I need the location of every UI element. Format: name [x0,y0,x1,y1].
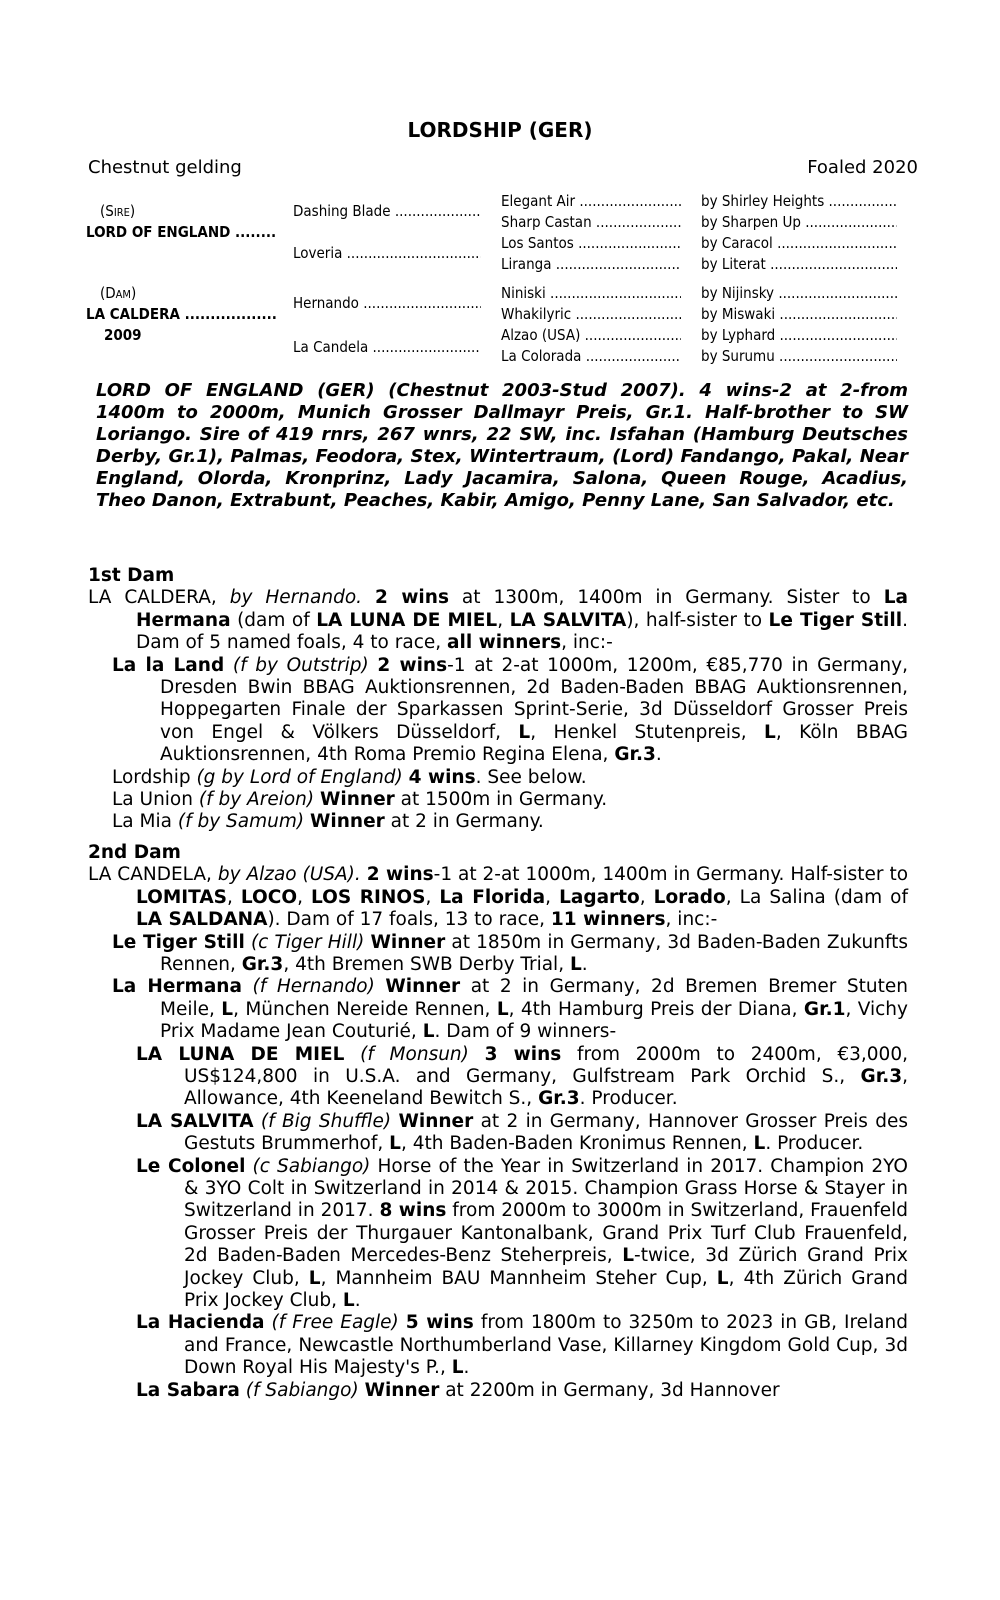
pedigree-table [86,192,906,377]
foal-entry: Lordship (g by Lord of England) 4 wins. See below. [112,766,587,788]
grandfoal-entry: Le Colonel (c Sabiango) Horse of the Year in Switzerland in 2017. Champion 2YO & 3YO Colt in Switzerland in 2014 & 2015. Champion Grass Horse & Stayer in Switzerland in 2017. 8 wins from 2000m to 3000m in Switzerland, Frauenfeld Grosser Preis der Thurgauer Kantonalbank, Grand Prix Turf Club Frauenfeld, 2d Baden-Baden Mercedes-Benz Steherpreis, L-twice, 3d Zürich Grand Prix Jockey Club, L, Mannheim BAU Mannheim Steher Cup, L, 4th Zürich Grand Prix Jockey Club, L. [136,1155,908,1311]
foal-entry: La Union (f by Areion) Winner at 1500m in Germany. [112,789,608,811]
dam-name: LA CALDERA ..... [86,305,276,323]
foal-entry: Le Tiger Still (c Tiger Hill) Winner at 1850m in Germany, 3d Baden-Baden Zukunfts Rennen, Gr.3, 4th Bremen SWB Derby Trial, L. [112,931,908,975]
sire-name: LORD OF ENGLAND ..... [86,223,276,241]
pedigree-g4-1: by Shirley Heights ..... [701,192,897,210]
foal-entry: La Mia (f by Samum) Winner at 2 in Germany. [112,811,544,833]
pedigree-g3-7: Alzao (USA) ..... [501,326,681,344]
dam-dam: La Candela ..... [293,338,481,356]
pedigree-g4-4: by Literat ..... [701,255,897,273]
pedigree-g3-6: Whakilyric ..... [501,305,681,323]
horse-name: LORDSHIP (GER) [407,118,593,142]
pedigree-g3-2: Sharp Castan ..... [501,213,681,231]
pedigree-g4-6: by Miswaki ..... [701,305,897,323]
foaled-year: Foaled 2020 [807,157,918,178]
pedigree-g4-7: by Lyphard ..... [701,326,897,344]
second-dam-entry: LA CANDELA, by Alzao (USA). 2 wins-1 at 2-at 1000m, 1400m in Germany. Half-sister to LOMITAS, LOCO, LOS RINOS, La Florida, Lagarto, Lorado, La Salina (dam of LA SALDANA). Dam of 17 foals, 13 to race, 11 winners, inc:- [88,864,909,931]
first-dam-heading: 1st Dam [88,565,175,586]
grandfoal-entry: La Hacienda (f Free Eagle) 5 wins from 1800m to 3250m to 2023 in GB, Ireland and France, Newcastle Northumberland Vase, Killarney Kingdom Gold Cup, 3d Down Royal His Majesty's P., L. [136,1312,908,1379]
pedigree-g3-5: Niniski ..... [501,284,681,302]
pedigree-g3-1: Elegant Air ..... [501,192,681,210]
grandfoal-entry: La Sabara (f Sabiango) Winner at 2200m in Germany, 3d Hannover [136,1379,780,1401]
dam-label: (Dam) [100,284,137,302]
pedigree-g4-2: by Sharpen Up ..... [701,213,897,231]
dam-sire: Hernando ..... [293,294,481,312]
sire-paragraph: LORD OF ENGLAND (GER) (Chestnut 2003-Stud 2007). 4 wins-2 at 2-from 1400m to 2000m, Munich Grosser Dallmayr Preis, Gr.1. Half-brother to SW Loriango. Sire of 419 rnrs, 267 wnrs, 22 SW, inc. Isfahan (Hamburg Deutsches Derby, Gr.1), Palmas, Feodora, Stex, Wintertraum, (Lord) Fandango, Pakal, Near England, Olorda, Kronprinz, Lady Jacamira, Salona, Queen Rouge, Acadius, Theo Danon, Extrabunt, Peaches, Kabir, Amigo, Penny Lane, San Salvador, etc. [96,380,908,511]
foal-entry: La la Land (f by Outstrip) 2 wins-1 at 2-at 1000m, 1200m, €85,770 in Germany, Dresden Bwin BBAG Auktionsrennen, 2d Baden-Baden BBAG Auktionsrennen, Hoppegarten Finale der Sparkassen Sprint-Serie, 3d Düsseldorf Grosser Preis von Engel & Völkers Düsseldorf, L, Henkel Stutenpreis, L, Köln BBAG Auktionsrennen, 4th Roma Premio Regina Elena, Gr.3. [112,654,908,766]
pedigree-g3-4: Liranga ..... [501,255,681,273]
grandfoal-entry: LA SALVITA (f Big Shuffle) Winner at 2 in Germany, Hannover Grosser Preis des Gestuts Brummerhof, L, 4th Baden-Baden Kronimus Rennen, L. Producer. [136,1110,908,1155]
dam-records [88,565,908,1402]
sire-sire: Dashing Blade ..... [293,202,481,220]
foal-entry: La Hermana (f Hernando) Winner at 2 in Germany, 2d Bremen Bremer Stuten Meile, L, München Nereide Rennen, L, 4th Hamburg Preis der Diana, Gr.1, Vichy Prix Madame Jean Couturié, L. Dam of 9 winners- [112,976,908,1043]
pedigree-g4-3: by Caracol ..... [701,234,897,252]
sire-dam: Loveria ..... [293,244,481,262]
horse-description: Chestnut gelding [88,157,242,178]
pedigree-g3-3: Los Santos ..... [501,234,681,252]
pedigree-g4-5: by Nijinsky ..... [701,284,897,302]
second-dam-heading: 2nd Dam [88,841,181,863]
pedigree-g4-8: by Surumu ..... [701,347,897,365]
pedigree-g3-8: La Colorada ..... [501,347,681,365]
sire-label: (Sire) [100,202,136,220]
grandfoal-entry: LA LUNA DE MIEL (f Monsun) 3 wins from 2000m to 2400m, €3,000, US$124,800 in U.S.A. and Germany, Gulfstream Park Orchid S., Gr.3, Allowance, 4th Keeneland Bewitch S., Gr.3. Producer. [136,1043,908,1110]
dam-year: 2009 [104,326,142,344]
first-dam-entry: LA CALDERA, by Hernando. 2 wins at 1300m, 1400m in Germany. Sister to La Hermana (dam of LA LUNA DE MIEL, LA SALVITA), half-sister to Le Tiger Still. Dam of 5 named foals, 4 to race, all winners, inc:- [88,587,908,654]
